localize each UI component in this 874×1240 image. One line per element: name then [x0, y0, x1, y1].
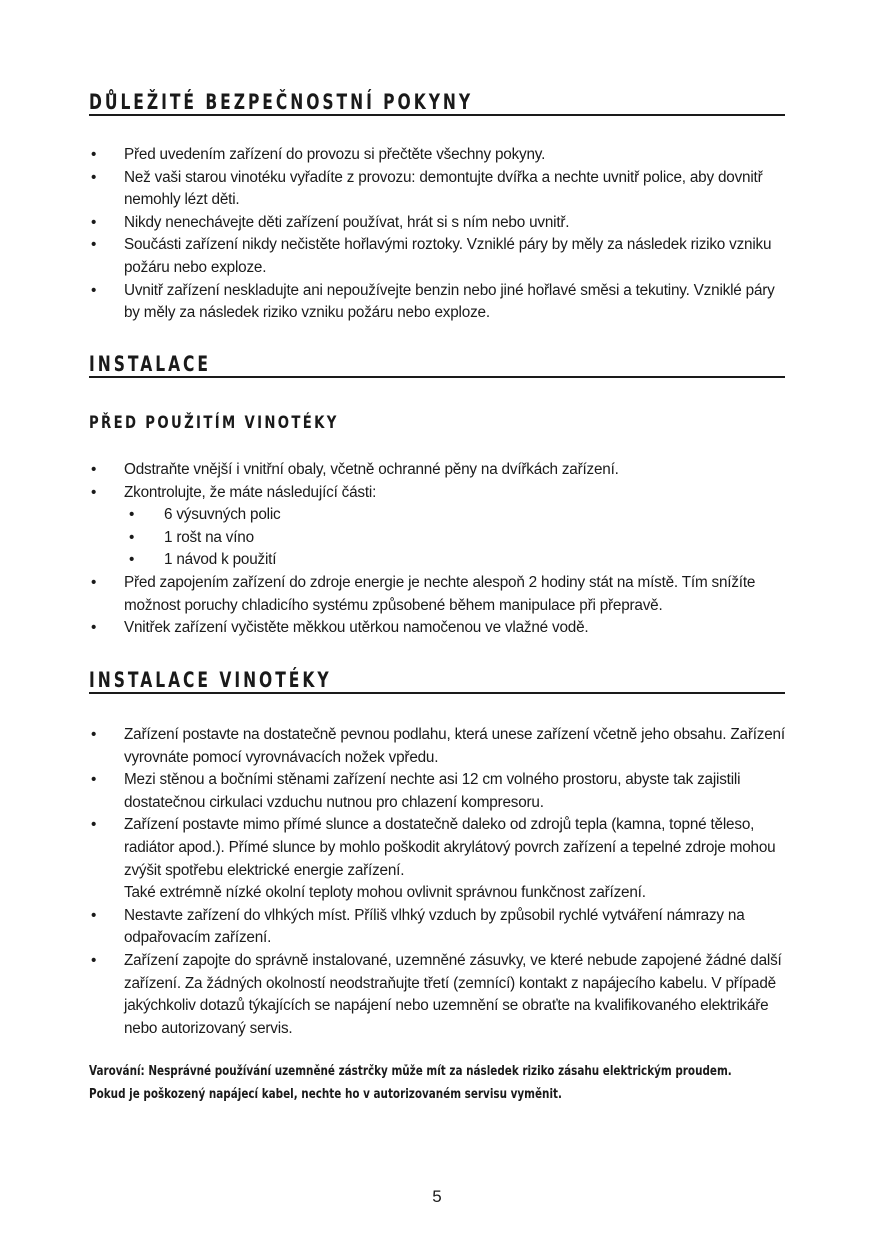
- bullet-icon: •: [91, 573, 97, 591]
- bullet-icon: •: [91, 461, 97, 478]
- list-item: • Uvnitř zařízení neskladujte ani nepoužívejte benzin nebo jiné hořlavé směsi a tekutiny. Vzniklé páry by měly za následek riziko vzniku požáru nebo exploze.: [91, 281, 775, 322]
- list-item: • Před zapojením zařízení do zdroje energie je nechte alespoň 2 hodiny stát na místě. Tím snížíte možnost poruchy chladicího systému způsobené během manipulace při přepravě.: [91, 573, 756, 614]
- list-item: • Než vaši starou vinotéku vyřadíte z provozu: demontujte dvířka a nechte uvnitř police, aby dovnitř nemohly lézt děti.: [91, 168, 763, 209]
- bullet-icon: •: [91, 771, 97, 789]
- wine-install-heading: [89, 668, 785, 694]
- bullet-icon: •: [129, 551, 135, 569]
- installation-subheading: PŘED POUŽITÍM VINOTÉKY: [89, 413, 339, 433]
- installation-heading-text: INSTALACE: [89, 352, 211, 376]
- list-item: • Zařízení zapojte do správně instalované, uzemněné zásuvky, ve které nebude zapojené žádné další zařízení. Za žádných okolností neodstraňujte třetí (zemnící) kontakt z napájecího kabelu. V případě jakýchkoliv dotazů týkajících se napájení nebo uzemnění se obraťte na kvalifikovaného elektrikáře nebo autorizovaný servis.: [91, 951, 782, 1037]
- sub-list-item: • 6 výsuvných polic: [89, 504, 789, 527]
- list-item: • Nestavte zařízení do vlhkých míst. Příliš vlhký vzduch by způsobil rychlé vytváření námrazy na odpařovacím zařízení.: [91, 906, 745, 947]
- bullet-icon: •: [129, 506, 135, 524]
- installation-heading: [89, 352, 785, 378]
- bullet-icon: •: [91, 483, 97, 501]
- bullet-icon: •: [91, 619, 97, 637]
- list-item: • Mezi stěnou a bočními stěnami zařízení nechte asi 12 cm volného prostoru, abyste tak zajistili dostatečnou cirkulaci vzduchu nutnou pro chlazení kompresoru.: [91, 771, 741, 811]
- safety-heading-text: DŮLEŽITÉ BEZPEČNOSTNÍ POKYNY: [89, 90, 474, 114]
- warning-line-1: Varování: Nesprávné používání uzemněné zástrčky může mít za následek riziko zásahu elektrickým proudem.: [89, 1064, 732, 1079]
- bullet-icon: •: [129, 528, 135, 546]
- bullet-icon: •: [91, 236, 97, 254]
- extra-note: Také extrémně nízké okolní teploty mohou ovlivnit správnou funkčnost zařízení.: [124, 884, 646, 902]
- bullet-icon: •: [91, 213, 97, 231]
- list-item: • Vnitřek zařízení vyčistěte měkkou utěrkou namočenou ve vlažné vodě.: [89, 617, 789, 640]
- bullet-icon: •: [91, 951, 97, 969]
- sub-list-item: • 1 rošt na víno: [89, 527, 789, 550]
- bullet-icon: •: [91, 816, 97, 834]
- list-item: • Součásti zařízení nikdy nečistěte hořlavými roztoky. Vzniklé páry by měly za následek riziko vzniku požáru nebo exploze.: [91, 236, 772, 276]
- bullet-icon: •: [91, 146, 97, 163]
- list-item: • Zařízení postavte mimo přímé slunce a dostatečně daleko od zdrojů tepla (kamna, topné těleso, radiátor apod.). Přímé slunce by mohlo poškodit akrylátový povrch zařízení a tepelné zdroje mohou zvýšit spotřebu elektrické energie zařízení. Také extrémně nízké okolní teploty mohou ovlivnit správnou funkčnost zařízení.: [89, 814, 789, 904]
- wine-install-list: [89, 724, 789, 1040]
- sub-list-item: • 1 návod k použití: [89, 549, 789, 572]
- bullet-icon: •: [91, 906, 97, 924]
- safety-list: [89, 144, 789, 325]
- installation-list: [89, 459, 789, 640]
- list-item: • Odstraňte vnější i vnitřní obaly, včetně ochranné pěny na dvířkách zařízení.: [89, 459, 789, 482]
- list-item: • Zařízení postavte na dostatečně pevnou podlahu, která unese zařízení včetně jeho obsahu. Zařízení vyrovnáte pomocí vyrovnávacích nožek vpředu.: [91, 726, 785, 766]
- warning-line-2: Pokud je poškozený napájecí kabel, nechte ho v autorizovaném servisu vyměnit.: [89, 1087, 562, 1102]
- bullet-icon: •: [91, 168, 97, 186]
- page-number: 5: [432, 1187, 442, 1206]
- bullet-icon: •: [91, 726, 97, 743]
- list-item: • Zkontrolujte, že máte následující části:: [89, 482, 789, 505]
- safety-heading: [89, 90, 785, 116]
- list-item: • Před uvedením zařízení do provozu si přečtěte všechny pokyny.: [89, 144, 789, 167]
- bullet-icon: •: [91, 281, 97, 299]
- list-item: • Nikdy nenechávejte děti zařízení používat, hrát si s ním nebo uvnitř.: [89, 212, 789, 235]
- wine-install-heading-text: INSTALACE VINOTÉKY: [89, 668, 332, 692]
